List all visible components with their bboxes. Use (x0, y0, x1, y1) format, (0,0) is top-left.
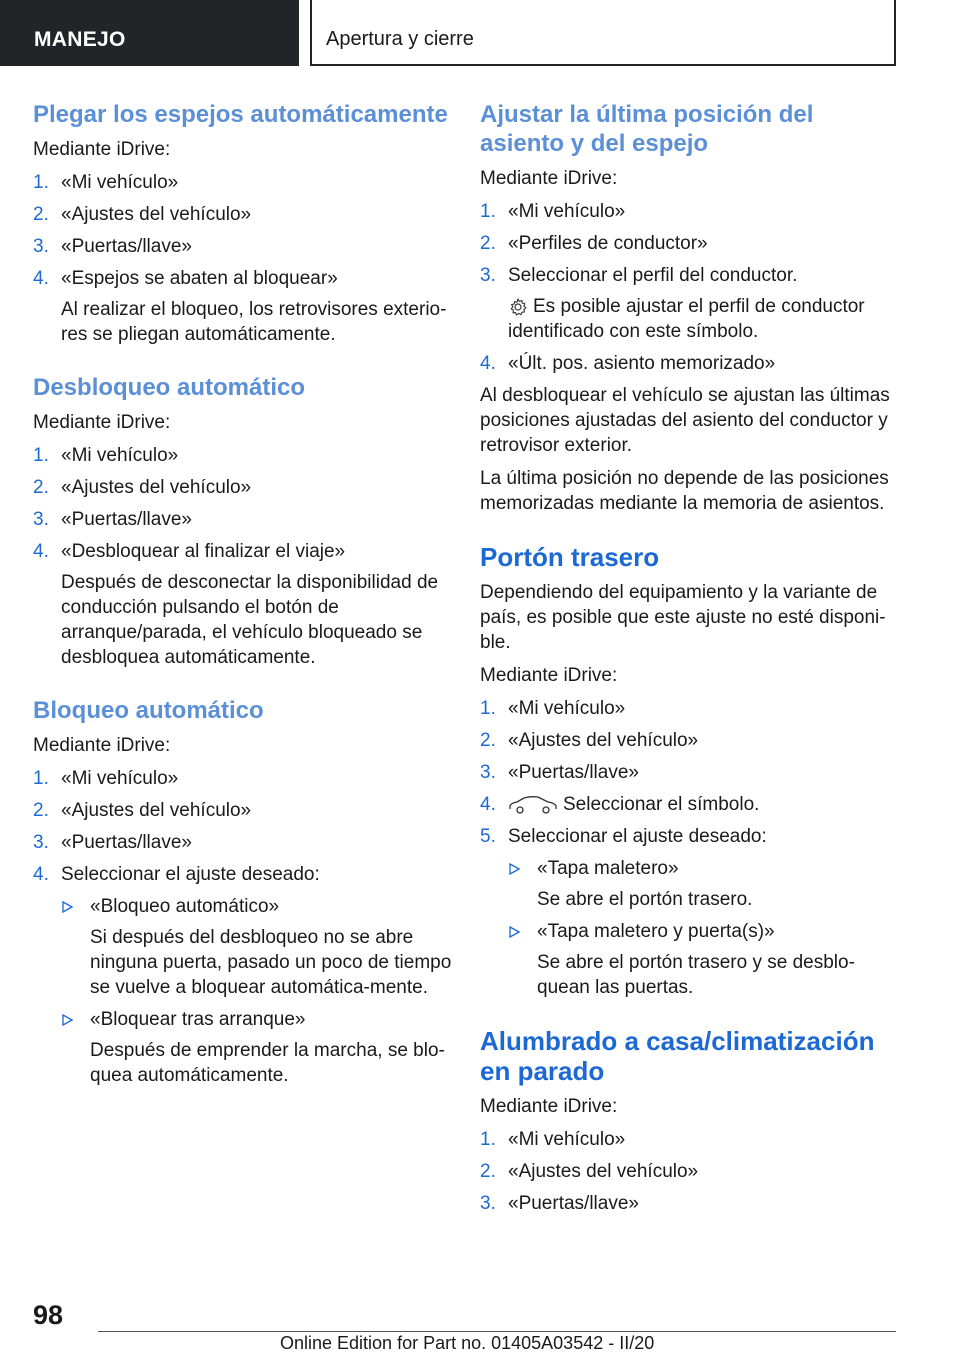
list-item: 1. «Mi vehículo» (480, 698, 626, 719)
section-home-lighting (480, 1026, 900, 1216)
step-number: 3. (480, 762, 496, 783)
option-list (61, 894, 453, 1088)
step-number: 1. (33, 172, 49, 193)
section-title: Alumbrado a casa/climatización en parado (480, 1026, 875, 1086)
step-number: 1. (480, 1129, 496, 1150)
step-list (33, 443, 453, 670)
section-title: Plegar los espejos automáticamente (33, 101, 448, 128)
step-list (480, 696, 900, 1000)
list-item: 4. «Últ. pos. asiento memorizado» (480, 353, 776, 374)
option-desc: Se abre el portón trasero y se desblo-quean las puertas. (537, 952, 855, 998)
step-number: 4. (480, 794, 496, 815)
page-number: 98 (33, 1300, 64, 1330)
option-desc: Si después del desbloqueo no se abre ninguna puerta, pasado un poco de tiempo se vuelve a bloquear automática-mente. (90, 927, 452, 998)
triangle-bullet-icon (62, 901, 73, 913)
intro-text: Mediante iDrive: (480, 168, 618, 189)
list-item: 2. «Ajustes del vehículo» (33, 204, 252, 225)
section-title: Portón trasero (480, 542, 660, 572)
option-label: «Tapa maletero» (537, 858, 679, 879)
option-desc: Se abre el portón trasero. (537, 889, 753, 910)
list-item: 1. «Mi vehículo» (33, 172, 179, 193)
step-number: 5. (480, 826, 496, 847)
step-number: 2. (33, 204, 49, 225)
step-number: 2. (33, 800, 49, 821)
chapter-label: MANEJO (34, 28, 126, 51)
intro-text: Mediante iDrive: (33, 735, 171, 756)
list-item: 3. «Puertas/llave» (480, 762, 639, 783)
list-item: 3. Seleccionar el perfil del conductor. Es posible ajustar el perfil de conductor identificado con este símbolo. (480, 263, 900, 344)
option-item (61, 894, 453, 1000)
step-number: 2. (480, 730, 496, 751)
step-number: 4. (480, 353, 496, 374)
list-item: 2. «Perfiles de conductor» (480, 233, 708, 254)
list-item: 2. «Ajustes del vehículo» (33, 800, 252, 821)
option-item (508, 919, 900, 1000)
section-auto-lock (33, 696, 453, 1088)
section-title: Bloqueo automático (33, 697, 264, 724)
step-number: 1. (33, 768, 49, 789)
chapter-tab (0, 0, 299, 66)
step-number: 1. (33, 445, 49, 466)
list-item: 1. «Mi vehículo» (33, 768, 179, 789)
triangle-bullet-icon (509, 863, 520, 875)
section-title: Desbloqueo automático (33, 374, 306, 401)
step-number: 1. (480, 698, 496, 719)
list-item: 2. «Ajustes del vehículo» (480, 1161, 699, 1182)
option-list (508, 856, 900, 1000)
option-label: «Bloqueo automático» (90, 896, 280, 917)
step-list (33, 170, 453, 347)
step-number: 3. (33, 832, 49, 853)
step-number: 4. (33, 864, 49, 885)
intro-text: Mediante iDrive: (480, 1096, 618, 1117)
step-number: 3. (33, 236, 49, 257)
triangle-bullet-icon (509, 926, 520, 938)
option-label: «Tapa maletero y puerta(s)» (537, 921, 775, 942)
car-icon (508, 794, 558, 816)
step-list (480, 1127, 900, 1216)
right-column (480, 100, 900, 1242)
list-item: 1. «Mi vehículo» (33, 445, 179, 466)
list-item: 3. «Puertas/llave» (33, 236, 192, 257)
section-auto-unlock (33, 373, 453, 670)
body-paragraph: Al desbloquear el vehículo se ajustan las últimas posiciones ajustadas del asiento del conductor y retrovisor exterior. (480, 385, 890, 456)
list-item: 1. «Mi vehículo» (480, 201, 626, 222)
option-item (61, 1007, 453, 1088)
step-note: Es posible ajustar el perfil de conductor identificado con este símbolo. (508, 296, 865, 342)
step-number: 4. (33, 541, 49, 562)
body-paragraph: La última posición no depende de las posiciones memorizadas mediante la memoria de asientos. (480, 468, 889, 514)
body-paragraph: Dependiendo del equipamiento y la variante de país, es posible que este ajuste no esté disponi-ble. (480, 582, 886, 653)
step-list (33, 766, 453, 1088)
list-item: 3. «Puertas/llave» (480, 1193, 639, 1214)
topic-tab (310, 0, 896, 66)
page-header (0, 0, 960, 66)
section-fold-mirrors (33, 100, 453, 347)
option-label: «Bloquear tras arranque» (90, 1009, 306, 1030)
intro-text: Mediante iDrive: (33, 139, 171, 160)
list-item: 3. «Puertas/llave» (33, 509, 192, 530)
section-last-position (480, 100, 900, 516)
list-item: 2. «Ajustes del vehículo» (33, 477, 252, 498)
step-number: 2. (33, 477, 49, 498)
triangle-bullet-icon (62, 1014, 73, 1026)
section-tailgate (480, 542, 900, 1000)
section-title: Ajustar la última posición del asiento y del espejo (480, 101, 814, 157)
intro-text: Mediante iDrive: (480, 665, 618, 686)
list-item: 4. Seleccionar el ajuste deseado: «Bloqueo automático» Si después del desbloqueo no se abre ninguna puerta, pasado un poco de tiempo se vuelve a bloquear automática-mente. «Bloquear tras arranque» Después de emprender la marcha, se blo-quea automáticamente. (33, 864, 452, 1086)
step-number: 3. (33, 509, 49, 530)
step-number: 3. (480, 265, 496, 286)
list-item: 5. Seleccionar el ajuste deseado: «Tapa maletero» Se abre el portón trasero. «Tapa maletero y puerta(s)» Se abre el portón trasero y se desblo-quean las puertas. (480, 824, 900, 1000)
list-item: 4. «Espejos se abaten al bloquear» Al realizar el bloqueo, los retrovisores exterio-res se pliegan automáticamente. (33, 266, 453, 347)
step-list (480, 199, 900, 376)
step-number: 3. (480, 1193, 496, 1214)
option-item (508, 856, 900, 912)
topic-label: Apertura y cierre (326, 28, 474, 50)
left-column (33, 100, 453, 1114)
list-item: 3. «Puertas/llave» (33, 832, 192, 853)
step-number: 4. (33, 268, 49, 289)
step-note: Después de desconectar la disponibilidad de conducción pulsando el botón de arranque/parada, el vehículo bloqueado se desbloquea automáticamente. (61, 572, 439, 668)
list-item: 1. «Mi vehículo» (480, 1129, 626, 1150)
step-number: 2. (480, 1161, 496, 1182)
step-number: 1. (480, 201, 496, 222)
step-note: Al realizar el bloqueo, los retrovisores exterio-res se pliegan automáticamente. (61, 299, 447, 345)
edition-text: Online Edition for Part no. 01405A03542 - II/20 (280, 1333, 655, 1353)
option-desc: Después de emprender la marcha, se blo-quea automáticamente. (90, 1040, 445, 1086)
intro-text: Mediante iDrive: (33, 412, 171, 433)
footer-divider (98, 1331, 896, 1332)
list-item: 2. «Ajustes del vehículo» (480, 730, 699, 751)
list-item: 4. «Desbloquear al finalizar el viaje» Después de desconectar la disponibilidad de conducción pulsando el botón de arranque/parada, el vehículo bloqueado se desbloquea automáticamente. (33, 539, 453, 670)
gear-icon (508, 297, 528, 317)
step-number: 2. (480, 233, 496, 254)
list-item: 4. Seleccionar el símbolo. (480, 794, 760, 815)
